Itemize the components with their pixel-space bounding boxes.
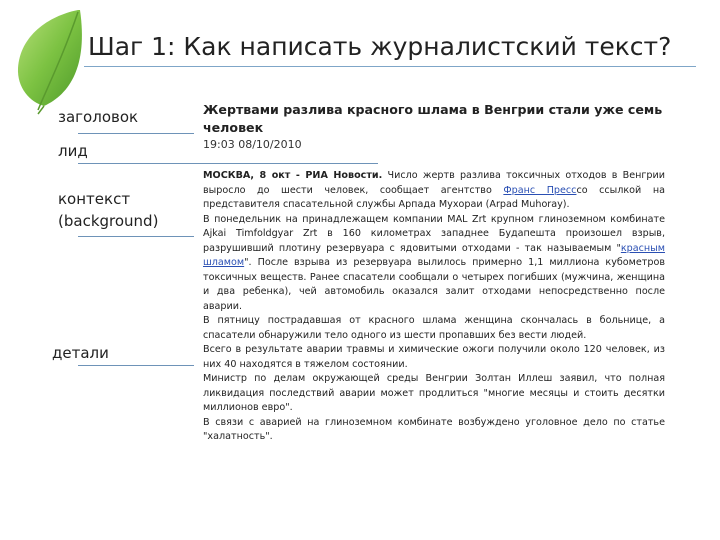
article-paragraph [203, 213, 665, 315]
divider-details [78, 365, 194, 366]
article-headline: Жертвами разлива красного шлама в Венгрии стали уже семь человек [203, 102, 663, 135]
page-title: Шаг 1: Как написать журналистский текст? [88, 32, 672, 61]
leaf-icon [8, 6, 98, 116]
link-france-press[interactable]: Франс Пресс [503, 184, 577, 196]
link-red-sludge[interactable]: красным шламом [203, 242, 665, 268]
label-context-line2: (background) [58, 212, 159, 230]
article-paragraph [203, 169, 665, 213]
article-text: со ссылкой на представителя спасательной службы Арпада Мухораи (Arpad Muhoray). [203, 184, 665, 210]
article-text: В понедельник на принадлежащем компании MAL Zrt крупном глиноземном комбинате Ajkai Timfoldgyar Zrt в 160 километрах западнее Будапешта произошел взрыв, разрушивший плотину резервуара с ядовитыми отходами - так называемым " [203, 213, 665, 254]
label-details: детали [52, 344, 109, 362]
label-context-line1: контекст [58, 190, 131, 208]
article-dateline: МОСКВА, 8 окт - РИА Новости. [203, 170, 383, 181]
article-body [203, 169, 665, 445]
divider-context [78, 236, 194, 237]
article-paragraph: Министр по делам окружающей среды Венгрии Золтан Иллеш заявил, что полная ликвидация последствий аварии может продлиться "многие месяцы и стоить десятки миллионов евро". [203, 373, 665, 413]
article-paragraph: В связи с аварией на глиноземном комбинате возбуждено уголовное дело по статье "халатность". [203, 416, 665, 442]
label-lead: лид [58, 142, 88, 160]
divider-headline [78, 133, 194, 134]
article-paragraph: В пятницу пострадавшая от красного шлама женщина скончалась в больнице, а спасатели обнаружили тело одного из шести пропавших без вести людей. [203, 315, 665, 341]
article-paragraph: Всего в результате аварии травмы и химические ожоги получили около 120 человек, из них 40 находятся в тяжелом состоянии. [203, 344, 665, 370]
article-text: ". После взрыва из резервуара вылилось примерно 1,1 миллиона кубометров токсичных веществ. Ранее спасатели сообщали о четырех погибших (мужчина, женщина и два ребенка), чей автомобиль оказался залит отходами непосредственно после аварии. [203, 257, 665, 312]
article-date: 19:03 08/10/2010 [203, 138, 302, 151]
divider-lead [78, 163, 378, 164]
label-context [58, 188, 158, 232]
label-headline: заголовок [58, 108, 139, 126]
article-text: Число жертв разлива токсичных отходов в Венгрии выросло до шести человек, сообщает агентство [203, 170, 665, 196]
title-underline [84, 66, 696, 67]
